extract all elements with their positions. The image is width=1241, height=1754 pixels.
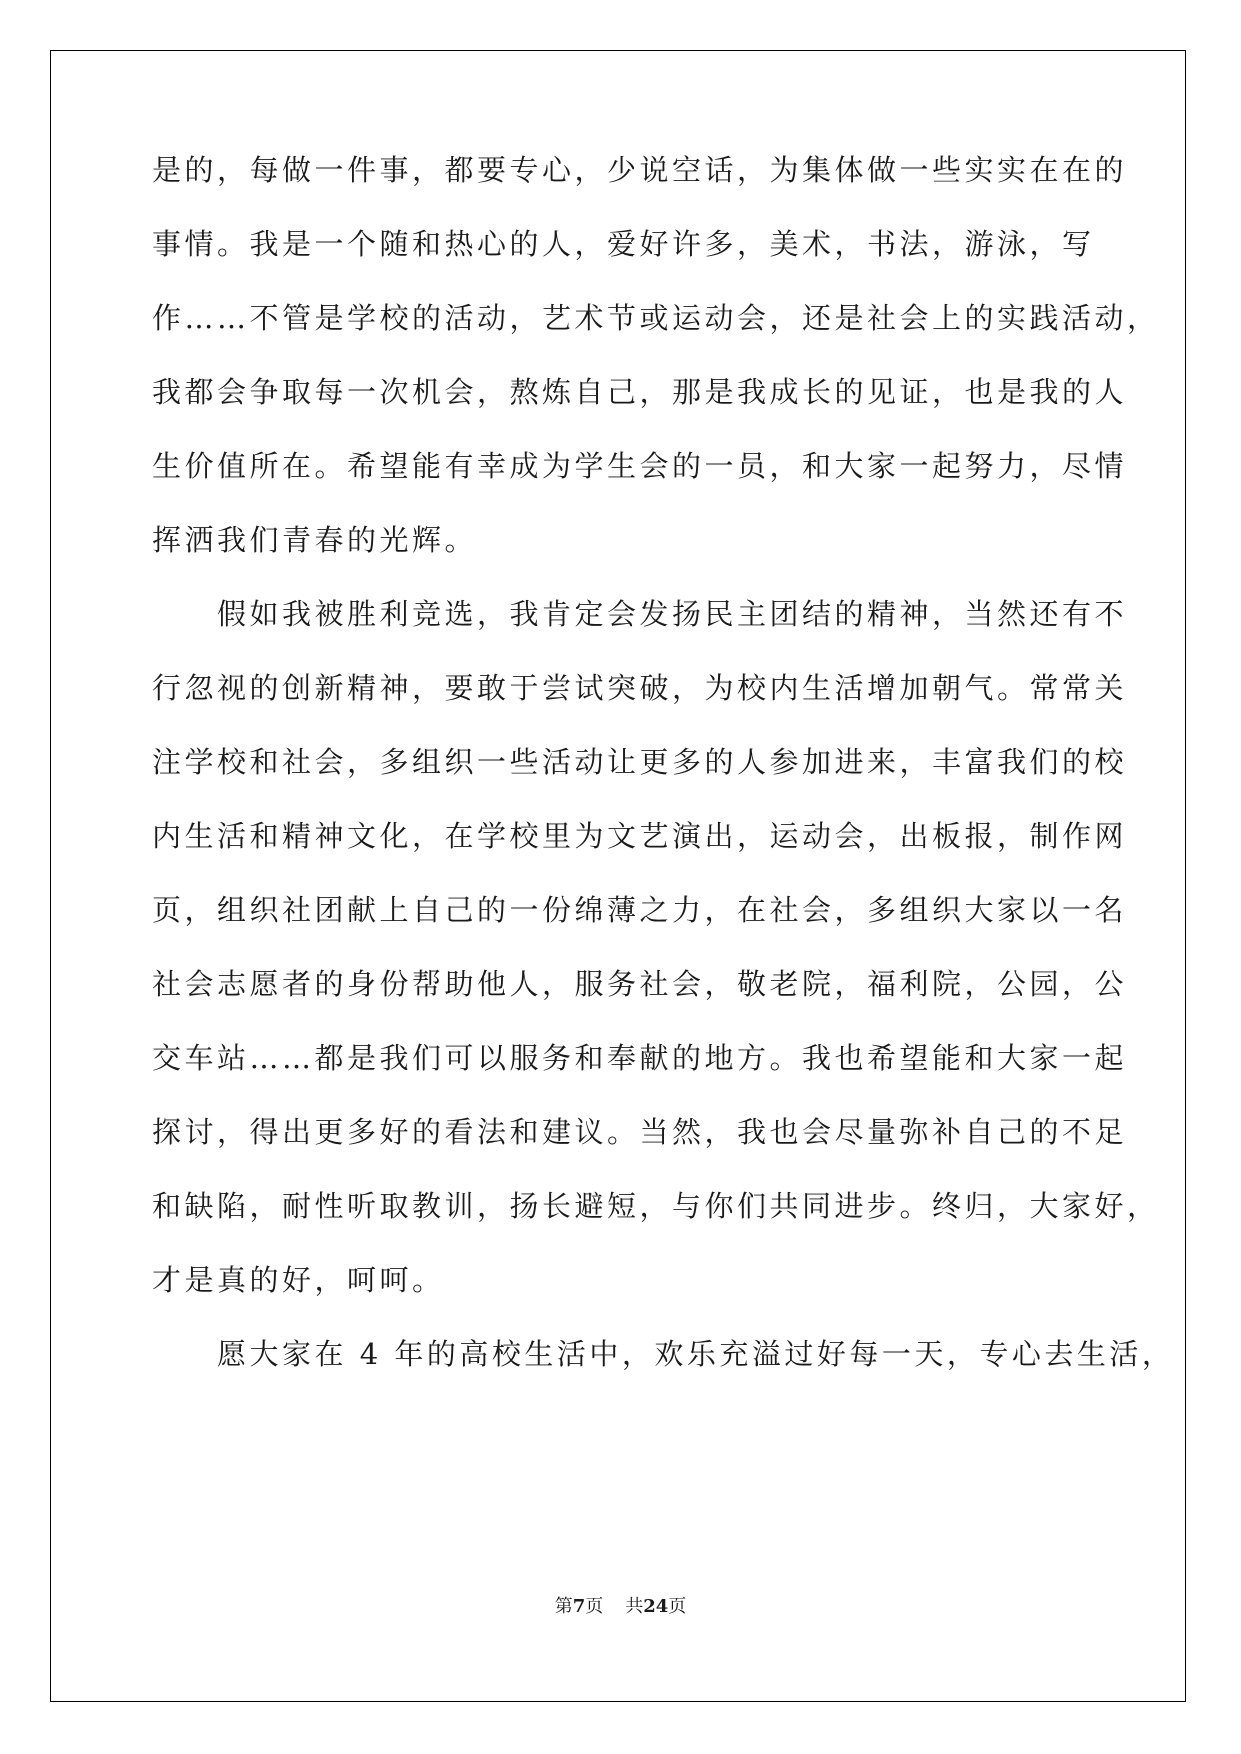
page-number-suffix: 页 xyxy=(585,1596,604,1617)
body-line: 我都会争取每一次机会，熬炼自己，那是我成长的见证，也是我的人 xyxy=(152,375,1128,409)
page-footer xyxy=(0,1592,1241,1618)
page-total: 24 xyxy=(643,1596,669,1617)
body-line: 是的，每做一件事，都要专心，少说空话，为集体做一些实实在在的 xyxy=(152,153,1128,187)
body-line: 探讨，得出更多好的看法和建议。当然，我也会尽量弥补自己的不足 xyxy=(152,1115,1128,1149)
body-line: 愿大家在 4 年的高校生活中，欢乐充溢过好每一天，专心去生活， xyxy=(152,1337,1175,1371)
body-line: 注学校和社会，多组织一些活动让更多的人参加进来，丰富我们的校 xyxy=(152,745,1128,779)
page-number-prefix: 第 xyxy=(554,1596,573,1617)
body-line: 生价值所在。希望能有幸成为学生会的一员，和大家一起努力，尽情 xyxy=(152,449,1128,483)
page-total-suffix: 页 xyxy=(668,1596,687,1617)
body-line: 交车站……都是我们可以服务和奉献的地方。我也希望能和大家一起 xyxy=(152,1041,1128,1075)
body-line: 才是真的好，呵呵。 xyxy=(152,1263,445,1297)
body-line: 页，组织社团献上自己的一份绵薄之力，在社会，多组织大家以一名 xyxy=(152,893,1128,927)
body-line: 事情。我是一个随和热心的人，爱好许多，美术，书法，游泳，写 xyxy=(152,227,1095,261)
body-line: 假如我被胜利竞选，我肯定会发扬民主团结的精神，当然还有不 xyxy=(152,597,1128,631)
body-line: 内生活和精神文化，在学校里为文艺演出，运动会，出板报，制作网 xyxy=(152,819,1128,853)
body-line: 作……不管是学校的活动，艺术节或运动会，还是社会上的实践活动， xyxy=(152,301,1160,335)
body-line: 挥洒我们青春的光辉。 xyxy=(152,523,478,557)
body-line: 行忽视的创新精神，要敢于尝试突破，为校内生活增加朝气。常常关 xyxy=(152,671,1128,705)
page-total-prefix: 共 xyxy=(625,1596,644,1617)
body-line: 社会志愿者的身份帮助他人，服务社会，敬老院，福利院，公园，公 xyxy=(152,967,1128,1001)
page-number-current: 7 xyxy=(572,1596,586,1617)
body-line: 和缺陷，耐性听取教训，扬长避短，与你们共同进步。终归，大家好， xyxy=(152,1189,1160,1223)
